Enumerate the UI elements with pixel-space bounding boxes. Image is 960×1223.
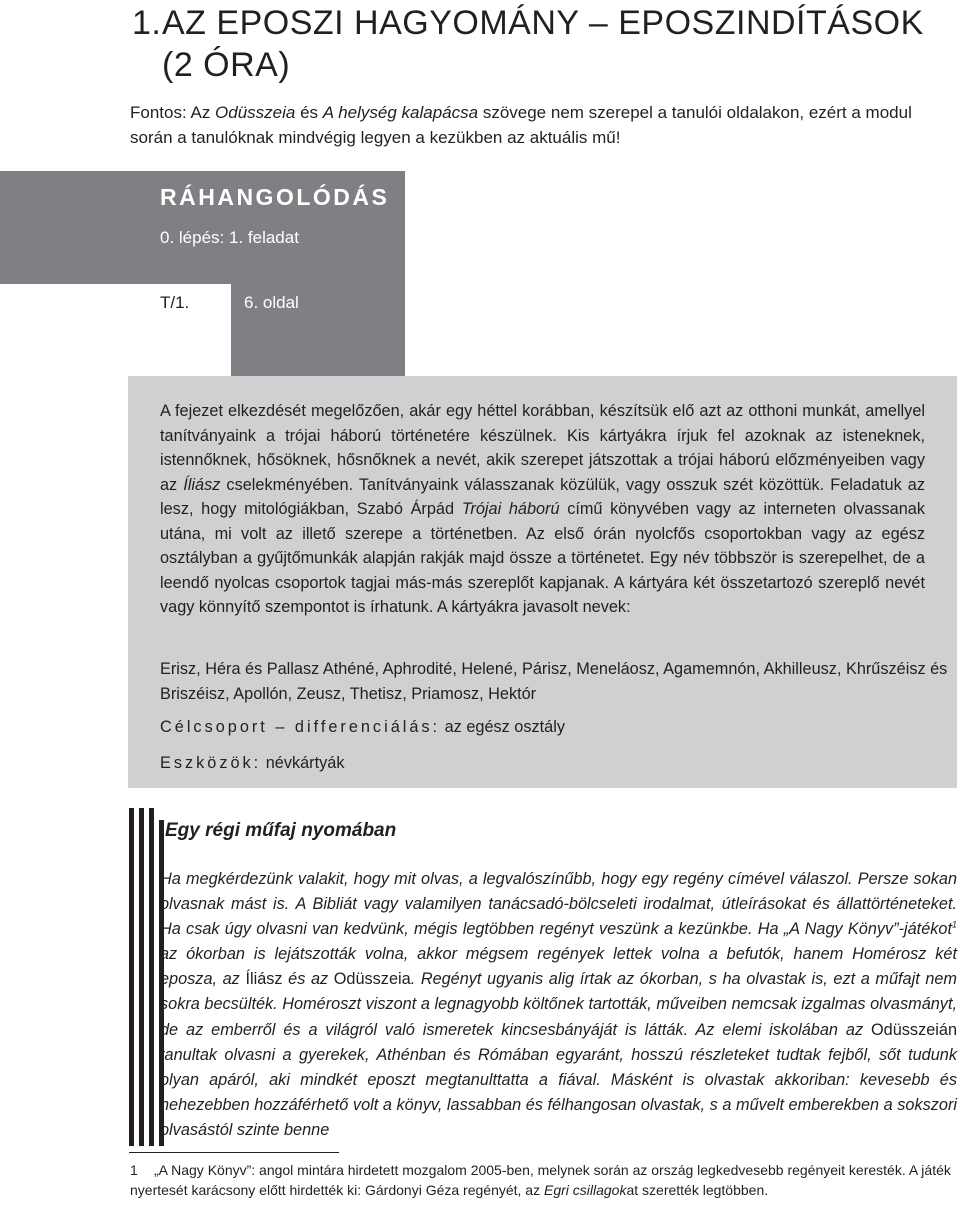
footnote-text-b: at szerették legtöbben. [626,1182,769,1198]
suggested-names: Erisz, Héra és Pallasz Athéné, Aphrodité, Helené, Párisz, Meneláosz, Agamemnón, Akhilleusz, Khrűszéisz és Briszéisz, Apollón, Zeusz, Thetisz, Priamosz, Hektór [160,660,948,703]
chapter-title-line1: AZ EPOSZI HAGYOMÁNY – EPOSZINDÍTÁSOK [162,4,924,42]
feature-text-c: . Regényt ugyanis alig írtak az ókorban, s ha olvastak is, ezt a műfajt nem sokra becsülték. Homéroszt viszont a legnagyobb költőnek tartották, műveiben nemcsak izgalmas olvasmányt, de az emberről és a világról való ismeretek kincsesbányáját is látták. Az elemi iskolában az [160,970,957,1039]
footnote-number: 1 [130,1162,138,1178]
tools-value: névkártyák [261,754,345,772]
task-text-c: című könyvében vagy az interneten olvassanak utána, mi volt az illető szerepe a történetben. Az első órán nyolcfős csoportokban vagy az egész osztályban a gyűjtőmunkák alapján rakják majd össze a történetet. Egy név többször is szerepelhet, de a leendő nyolcas csoportok tagjai más-más szereplőt kapjanak. A kártyára két összetartozó szereplő nevét vagy könnyítő szempontot is írhatunk. A kártyákra javasolt nevek: [160,500,925,616]
footnote-rule [129,1152,339,1153]
task-book-title: Trójai háború [461,500,560,518]
task-iliad: Íliász [183,475,221,494]
step-label: 0. lépés: 1. feladat [160,228,299,247]
task-text-a: A fejezet elkezdését megelőzően, akár egy héttel korábban, készítsük elő azt az otthoni munkát, amellyel tanítványaink a trójai háború történetére készülnek. Kis kártyákra írjuk fel azoknak az isteneknek, istennőknek, hősöknek, hősnőknek a nevét, akik szerepet játszottak a trójai háború előzményeiben vagy az [160,402,925,494]
intro-prefix: Fontos: Az [130,103,216,122]
intro-suffix: szövege nem szerepel a tanulói oldalakon, ezért a modul során a tanulóknak mindvégig legyen a kezükben az aktuális mű! [130,103,912,147]
footnote [130,1160,955,1200]
footnote-novel: Egri csillagok [543,1182,627,1198]
task-description [160,399,925,620]
feature-and: és az [282,970,334,989]
chapter-number: 1. [132,4,162,42]
tools-label: Eszközök: [160,754,262,772]
feature-odyssey: Odüsszeia [333,970,411,989]
chapter-title-line2: (2 ÓRA) [162,46,291,84]
section-label: RÁHANGOLÓDÁS [160,184,390,210]
target-group-value: az egész osztály [440,718,565,736]
task-reference: T/1. [160,293,190,312]
intro-and: és [295,103,323,122]
task-text-b: cselekményében. Tanítványaink válasszanak közülük, vagy osszuk szét közöttük. Feladatuk az lesz, hogy mitológiákban, Szabó Árpád [160,475,925,518]
chapter-title [132,2,942,86]
intro-note [130,100,955,150]
feature-text-b: az ókorban is lejátszották volna, akkor mégsem regények lettek volna a befutók, hanem Homérosz két eposza, az [160,945,957,989]
page-reference: 6. oldal [244,293,299,312]
footnote-text-a: „A Nagy Könyv”: angol mintára hirdetett mozgalom 2005-ben, melynek során az ország legkedvesebb regényeit keresték. A játék nyertesét karácsony előtt hirdették ki: Gárdonyi Géza regényét, az [130,1162,951,1198]
feature-title: Egy régi műfaj nyomában [165,820,397,841]
feature-text-d: tanultak olvasni a gyerekek, Athénban és Rómában egyaránt, hosszú részleteket tudtak fejből, sőt tudunk olyan apáról, aki mindkét eposzt megtanulttatta a fiával. Másként is olvastak akkoriban: kevesebb és nehezebben hozzáférhető volt a könyv, lassabban és félhangosan olvastak, s a művelt emberekben a sokszori olvasástól szinte benne [160,1045,957,1139]
tools [160,754,344,773]
intro-odyssey: Odüsszeia [215,103,296,122]
feature-text-a: Ha megkérdezünk valakit, hogy mit olvas, a legvalószínűbb, hogy egy regény címével válaszol. Persze sokan olvasnak mást is. A Bibliát vagy valamilyen tanácsadó-bölcseleti irodalmat, útleírásokat és állattörténeteket. Ha csak úgy olvasni van kedvünk, mégis legtöbben regényt veszünk a kezünkbe. Ha „A Nagy Könyv”-játékot [160,870,957,939]
feature-odyssey-2: Odüsszeián [871,1020,957,1039]
feature-iliad: Íliász [245,970,283,989]
feature-text [160,867,957,1143]
footnote-marker: 1 [951,919,957,930]
target-group-label: Célcsoport – differenciálás: [160,718,441,736]
intro-hammer: A helység kalapácsa [322,103,479,122]
target-group [160,718,565,737]
